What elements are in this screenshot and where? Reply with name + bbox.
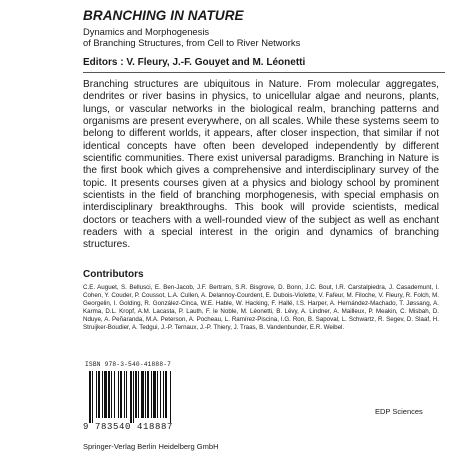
contributors-list: C.E. Auguet, S. Bellusci, E. Ben-Jacob, J.F. Bertram, S.R. Bisgrove, D. Bonn, J.C. Bout, I.R. Carstalpiedra, J. Casademunt, I. Cohen, Y. Couder, P. Coussot, L.A. Cullen, A. Delannoy-Courdent, E. Dubois-Violette, V. Fafeur, M. Filoche, V. Fleury, R. Folch, M. Georgelin, I. Golding, R. González-Cinca, W.E. Hable, W. Hacking, F. Hallé, I.S. Harper, A. Hernández-Machado, T. Jøssang, A. Karma, D.L. Kropf, A.M. Lacasta, P. Lauth, F. le Noble, M. Léonetti, B. Lévy, A. Lindner, A. Mailleux, P. Meakin, C. Misbah, D. Nduye, A. Peñaranda, M.A. Peterson, A. Pocheau, L. Ramírez-Piscina, I.G. Ron, B. Sapoval, L. Schwartz, R. Segev, D. Slaaf, H. Struijker-Boudier, A. Tedgui, J.-P. Ternaux, J.-P. Thiery, J. Traas, B. Vandenbunder, E.R. Weibel. [83, 284, 439, 332]
barcode-bar [89, 371, 91, 423]
barcode-bar [170, 371, 171, 423]
cover-header [83, 8, 423, 48]
editors-line: Editors : V. Fleury, J.-F. Gouyet and M. Léonetti [83, 57, 306, 68]
barcode-bar [104, 371, 107, 418]
publisher-line: Springer-Verlag Berlin Heidelberg GmbH [83, 442, 219, 451]
publisher-imprint: EDP Sciences [375, 407, 423, 416]
barcode-bar [126, 371, 127, 418]
barcode-bar [141, 371, 144, 418]
book-subtitle-line-1: Dynamics and Morphogenesis [83, 26, 210, 37]
barcode-bar [153, 371, 156, 418]
barcode-bar [157, 371, 158, 418]
isbn-label: ISBN 978-3-540-41888-7 [85, 361, 172, 368]
book-title: BRANCHING IN NATURE [83, 8, 244, 23]
barcode-bars [83, 371, 193, 423]
barcode-bar [108, 371, 110, 418]
barcode-number: 9 783540 418887 [83, 422, 174, 432]
barcode-bar [138, 371, 139, 418]
barcode-bar [102, 371, 103, 418]
contributors-heading: Contributors [83, 269, 144, 280]
barcode-bar [120, 371, 122, 418]
barcode-bar [98, 371, 100, 418]
barcode-bar [111, 371, 112, 418]
book-subtitle-line-2: of Branching Structures, from Cell to River Networks [83, 37, 301, 48]
barcode-bar [151, 371, 152, 418]
blurb-paragraph: Branching structures are ubiquitous in Nature. From molecular aggregates, dendrites or river basins in physics, to unicellular algae and neurons, plants, lungs, or vascular networks in the biological realm, branching patterns and organisms are present everywhere, on all scales. While these systems seem to belong to different worlds, it appears, after closer inspection, that similar if not identical concepts have often been developed independently by different scientific communities. There exist universal paradigms. Branching in Nature is the first book which gives a comprehensive and interdisciplinary survey of the topic. It presents courses given at a physics and biology school by prominent scientists in the field of branching morphogenesis, with special emphasis on interdisciplinary breakthroughs. This book will provide scientists, medical doctors or teachers with a well-rounded view of the subject as well as enchant readers with a special interest in the origin and dynamics of branching structures. [83, 79, 439, 251]
barcode [83, 361, 196, 439]
barcode-bar [133, 371, 134, 423]
barcode-bar [145, 371, 146, 418]
barcode-bar [96, 371, 97, 418]
barcode-bar [165, 371, 167, 418]
barcode-bar [147, 371, 149, 418]
divider-rule [83, 72, 445, 73]
barcode-bar [163, 371, 164, 418]
barcode-bar [160, 371, 161, 418]
barcode-bar [124, 371, 125, 418]
barcode-bar [135, 371, 137, 418]
barcode-bar [130, 371, 132, 423]
blurb-text [83, 79, 439, 252]
barcode-bar [118, 371, 119, 418]
barcode-bar [114, 371, 115, 418]
barcode-bar [92, 371, 93, 423]
